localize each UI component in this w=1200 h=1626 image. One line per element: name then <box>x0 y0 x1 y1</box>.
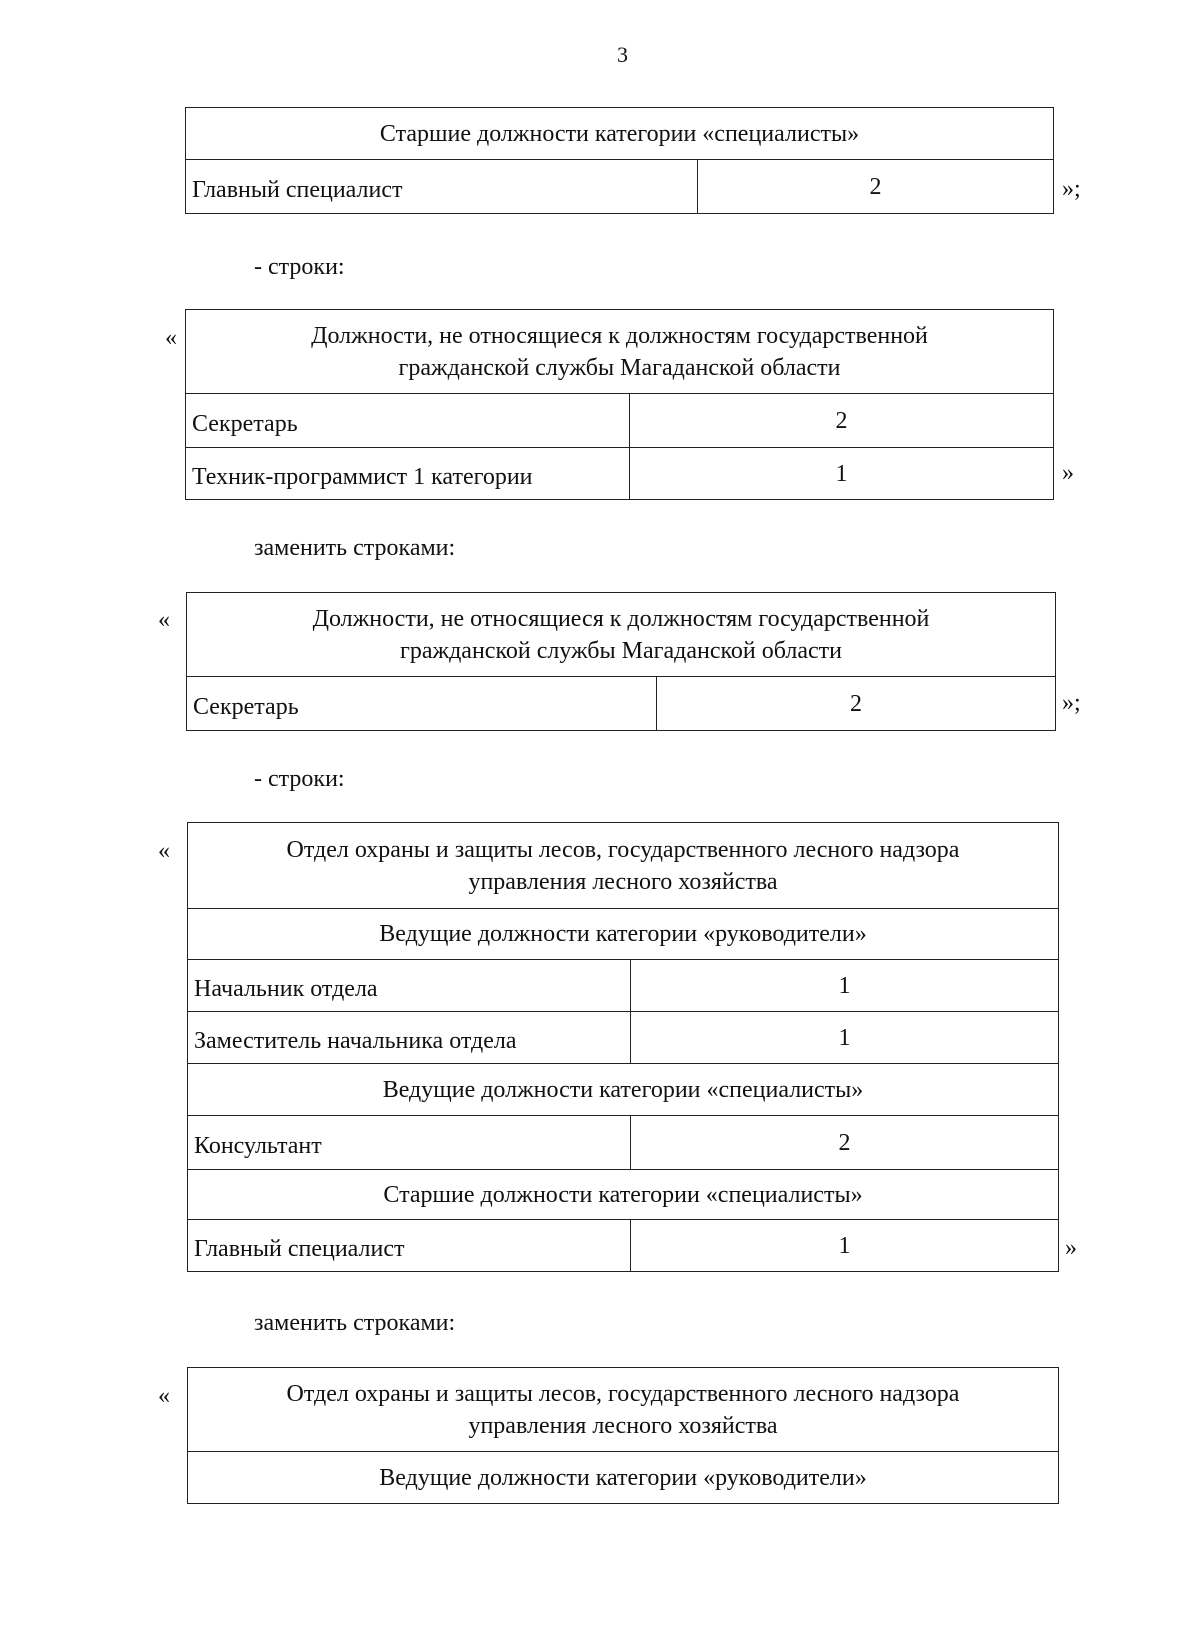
position-name: Техник-программист 1 категории <box>186 448 630 500</box>
position-name: Секретарь <box>187 677 657 731</box>
position-count: 2 <box>630 394 1054 448</box>
table-header-line-2: управления лесного хозяйства <box>468 1412 778 1439</box>
table-section-header: Ведущие должности категории «руководители» <box>188 1452 1059 1504</box>
position-count: 2 <box>698 160 1054 214</box>
table-header-line-2: гражданской службы Магаданской области <box>400 637 842 664</box>
table-forest-protection-old <box>187 822 1059 1272</box>
position-count: 2 <box>657 677 1056 731</box>
closing-quote-semicolon: »; <box>1062 690 1081 716</box>
paragraph-replace-2: заменить строками: <box>254 1310 456 1336</box>
opening-quote: « <box>158 607 170 633</box>
table-section-header: Ведущие должности категории «руководители» <box>188 909 1059 960</box>
table-header <box>188 823 1059 909</box>
position-count: 1 <box>630 448 1054 500</box>
position-name: Секретарь <box>186 394 630 448</box>
table-header-line-2: управления лесного хозяйства <box>468 868 778 895</box>
table-section-header: Старшие должности категории «специалисты» <box>186 108 1054 160</box>
position-count: 2 <box>631 1116 1059 1170</box>
table-non-civil-service-new <box>186 592 1056 731</box>
opening-quote: « <box>158 1383 170 1409</box>
paragraph-strings-2: - строки: <box>254 766 345 792</box>
table-header <box>188 1368 1059 1452</box>
table-non-civil-service-old <box>185 309 1054 500</box>
paragraph-strings-1: - строки: <box>254 254 345 280</box>
position-name: Начальник отдела <box>188 960 631 1012</box>
table-forest-protection-new <box>187 1367 1059 1504</box>
position-count: 1 <box>631 960 1059 1012</box>
position-name: Консультант <box>188 1116 631 1170</box>
paragraph-replace-1: заменить строками: <box>254 535 456 561</box>
position-name: Главный специалист <box>186 160 698 214</box>
position-count: 1 <box>631 1220 1059 1272</box>
table-header-line-1: Должности, не относящиеся к должностям государственной <box>311 322 928 349</box>
table-header-line-2: гражданской службы Магаданской области <box>398 354 841 381</box>
closing-quote: » <box>1062 460 1074 486</box>
table-section-header: Старшие должности категории «специалисты» <box>188 1170 1059 1220</box>
table-senior-specialists <box>185 107 1054 214</box>
position-name: Заместитель начальника отдела <box>188 1012 631 1064</box>
opening-quote: « <box>165 325 177 351</box>
position-name: Главный специалист <box>188 1220 631 1272</box>
table-header-line-1: Должности, не относящиеся к должностям государственной <box>312 605 930 632</box>
table-header-line-1: Отдел охраны и защиты лесов, государственного лесного надзора <box>286 836 960 863</box>
table-header-line-1: Отдел охраны и защиты лесов, государственного лесного надзора <box>286 1380 960 1407</box>
table-header <box>187 593 1056 677</box>
opening-quote: « <box>158 838 170 864</box>
closing-quote: » <box>1065 1235 1077 1261</box>
page-number: 3 <box>617 42 628 67</box>
closing-quote-semicolon: »; <box>1062 176 1081 202</box>
table-section-header: Ведущие должности категории «специалисты» <box>188 1064 1059 1116</box>
position-count: 1 <box>631 1012 1059 1064</box>
table-header <box>186 310 1054 394</box>
